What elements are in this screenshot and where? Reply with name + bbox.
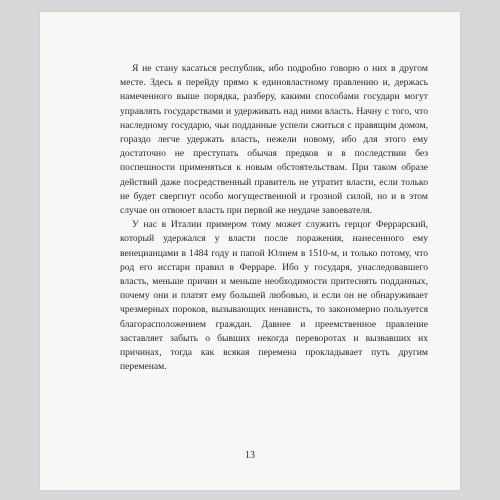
page-number: 13 [245, 450, 255, 461]
paragraph-1: Я не стану касаться республик, ибо подробно говорю о них в другом месте. Здесь я перейду прямо к единовластному правлению и, держась намеченного выше порядка, разберу, какими способами государи могут управлять государствами и удерживать над ними власть. Начну с того, что наследному государю, чьи подданные успели сжиться с правящим домом, гораздо легче удержать власть, нежели новому, ибо для этого ему достаточно не преступать обычая предков и в последствии без поспешности применяться к новым обстоятельствам. При таком образе действий даже посредственный правитель не утратит власти, если только не будет свергнут особо могущественной и грозной силой, но и в этом случае он отвоюет власть при первой же неудаче завоевателя. [120, 63, 428, 217]
paragraph-2: У нас в Италии примером тому может служить герцог Феррарский, который удержался у власти после поражения, нанесенного ему венецианцами в 1484 году и папой Юлием в 1510-м, и только потому, что род его исстари правил в Ферраре. Ибо у государя, унаследовавшего власть, меньше причин и меньше необходимости притеснять подданных, почему они и платят ему большей любовью, и если он не обнаруживает чрезмерных пороков, вызывающих ненависть, то закономерно пользуется благорасположением граждан. Давнее и преемственное правление заставляет забыть о бывших некогда переворотах и вызвавших их причинах, тогда как всякая перемена прокладывает путь другим переменам. [120, 219, 428, 373]
book-page [40, 12, 460, 490]
body-text [120, 62, 428, 374]
